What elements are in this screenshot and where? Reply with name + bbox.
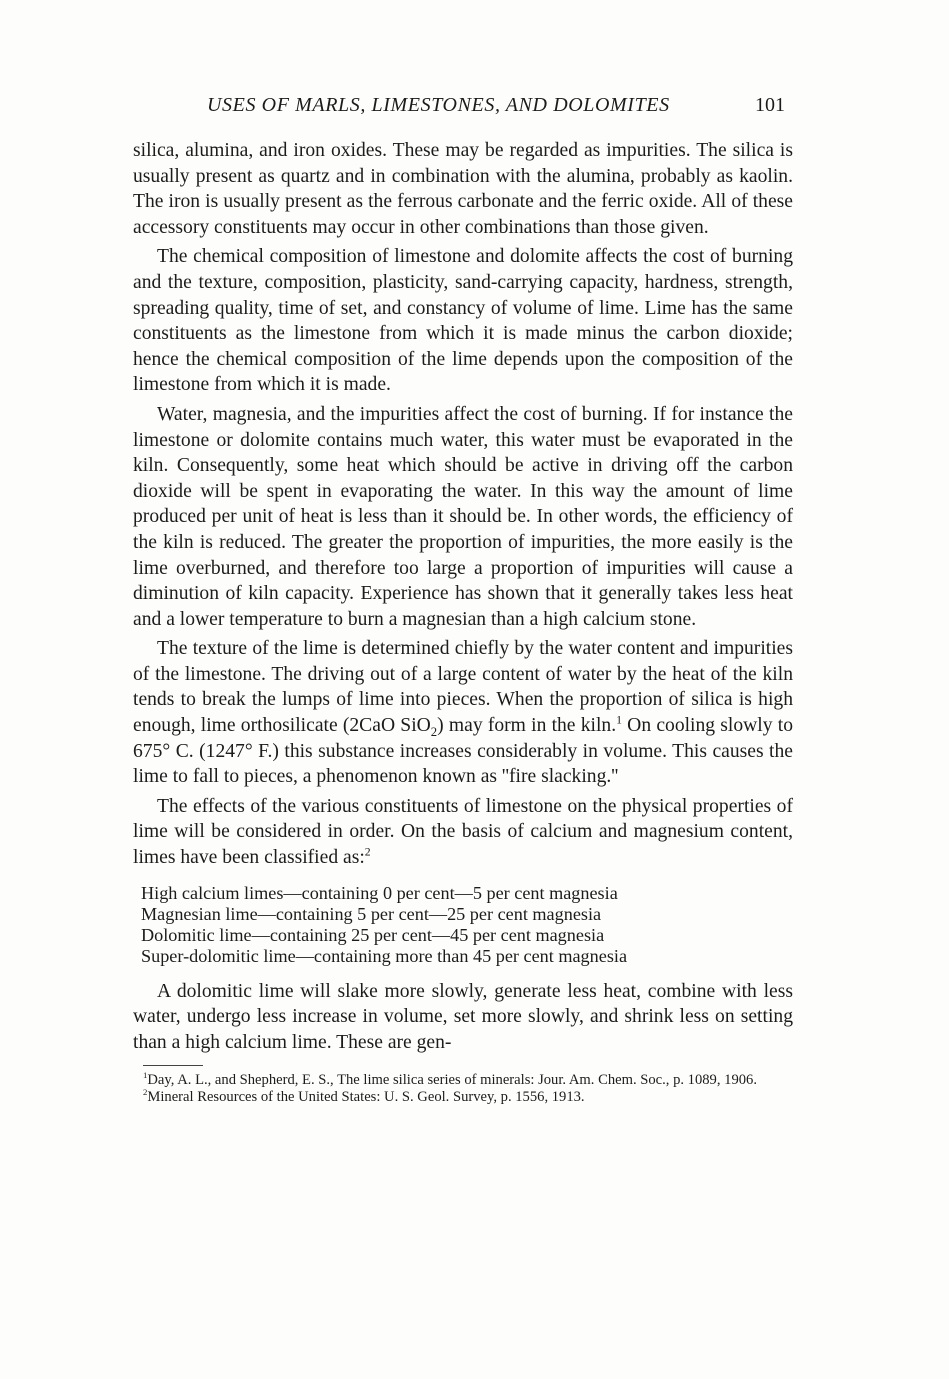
running-header bbox=[133, 90, 793, 124]
book-page bbox=[133, 90, 793, 1106]
paragraph-5-text: The effects of the various constituents of limestone on the physical properties of lime will be considered in order. On the basis of calcium and magnesium content, limes have been classified as: bbox=[133, 795, 793, 869]
footnote-mark: 1 bbox=[143, 1070, 148, 1081]
footnote-1 bbox=[133, 1072, 793, 1089]
running-title: USES OF MARLS, LIMESTONES, AND DOLOMITES bbox=[207, 94, 670, 116]
classification-row: Super-dolomitic lime—containing more than 45 per cent magnesia bbox=[141, 945, 628, 966]
paragraph-6: A dolomitic lime will slake more slowly, generate less heat, combine with less water, undergo less increase in volume, set more slowly, and shrink less on setting than a high calcium lime. These are gen- bbox=[133, 980, 793, 1053]
classification-row: Magnesian lime—containing 5 per cent—25 per cent magnesia bbox=[141, 903, 602, 924]
footnote-text: Day, A. L., and Shepherd, E. S., The lime silica series of minerals: Jour. Am. Chem. Soc., p. 1089, 1906. bbox=[147, 1072, 757, 1089]
footnotes bbox=[133, 1072, 793, 1106]
body-text bbox=[133, 138, 793, 1055]
paragraph-2: The chemical composition of limestone and dolomite affects the cost of burning and the texture, composition, plasticity, sand-carrying capacity, hardness, strength, spreading quality, time of set, and constancy of volume of lime. Lime has the same constituents as the limestone from which it is made minus the carbon dioxide; hence the chemical composition of the lime depends upon the composition of the limestone from which it is made. bbox=[133, 246, 793, 396]
footnote-mark: 2 bbox=[143, 1087, 148, 1098]
footnote-2 bbox=[133, 1089, 793, 1106]
lime-classification-list bbox=[141, 883, 793, 967]
page-number: 101 bbox=[755, 94, 785, 116]
paragraph-4-part-1: The texture of the lime is determined chiefly by the water content and impurities of the limestone. The driving out of a large content of water by the heat of the kiln tends to break the lumps of lime into pieces. When the proportion of silica is high enough, lime orthosilicate (2CaO SiO bbox=[133, 638, 793, 737]
paragraph-5 bbox=[133, 794, 793, 871]
subscript-2: 2 bbox=[430, 724, 438, 739]
classification-row: Dolomitic lime—containing 25 per cent—45 per cent magnesia bbox=[141, 924, 605, 945]
footnote-divider bbox=[143, 1065, 203, 1066]
paragraph-1: silica, alumina, and iron oxides. These may be regarded as impurities. The silica is usually present as quartz and in combination with the alumina, probably as kaolin. The iron is usually present as the ferrous carbonate and the ferric oxide. All of these accessory constituents may occur in other combinations than those given. bbox=[133, 140, 793, 238]
footnote-text: Mineral Resources of the United States: U. S. Geol. Survey, p. 1556, 1913. bbox=[147, 1089, 585, 1106]
paragraph-4-part-2: ) may form in the kiln. bbox=[437, 715, 617, 737]
footnote-ref-1[interactable]: 1 bbox=[616, 713, 622, 727]
classification-row: High calcium limes—containing 0 per cent—5 per cent magnesia bbox=[141, 882, 618, 903]
paragraph-3: Water, magnesia, and the impurities affect the cost of burning. If for instance the limestone or dolomite contains much water, this water must be evaporated in the kiln. Consequently, some heat which should be active in driving off the carbon dioxide will be spent in evaporating the water. In this way the amount of lime produced per unit of heat is less than it should be. In other words, the efficiency of the kiln is reduced. The greater the proportion of impurities, the more easily is the lime overburned, and therefore too large a proportion of impurities will cause a diminution of kiln capacity. Experience has shown that it generally takes less heat and a lower temperature to burn a magnesian than a high calcium stone. bbox=[133, 403, 793, 630]
footnote-ref-2[interactable]: 2 bbox=[364, 845, 371, 859]
paragraph-4 bbox=[133, 636, 793, 790]
paragraph-4-part-3: On cooling slowly to 675° C. (1247° F.) this substance increases considerably in volume. This causes the lime to fall to pieces, a phenomenon known as ''fire slacking.'' bbox=[133, 715, 793, 788]
